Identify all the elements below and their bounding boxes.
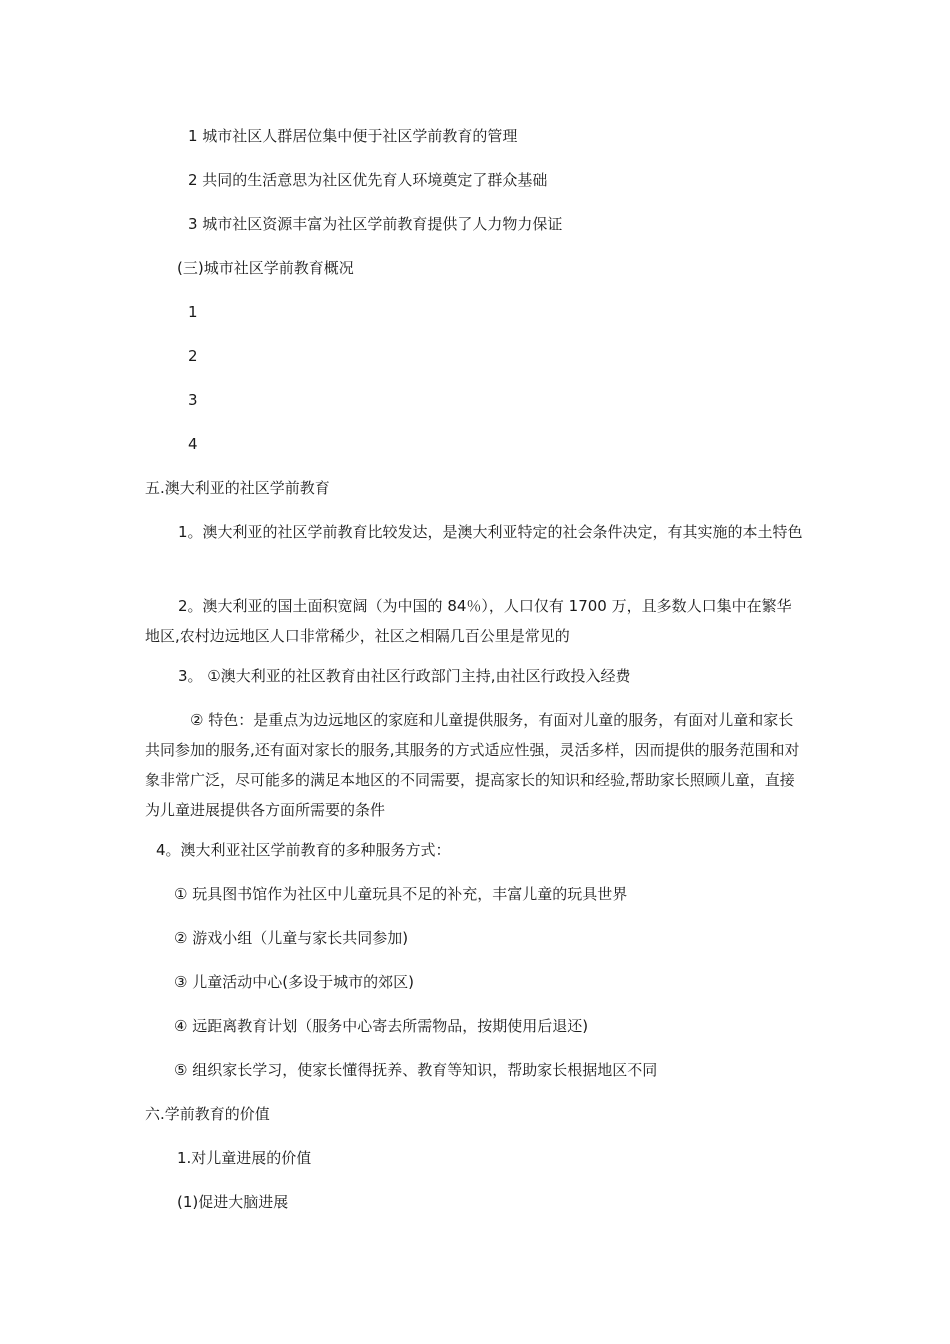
paragraph: ② 特色：是重点为边远地区的家庭和儿童提供服务，有面对儿童的服务，有面对儿童和家长共同参加的服务,还有面对家长的服务,其服务的方式适应性强，灵活多样，因而提供的服务范围和对象非常广泛，尽可能多的满足本地区的不同需要，提高家长的知识和经验,帮助家长照顾儿童，直接为儿童进展提供各方面所需要的条件 xyxy=(145,711,800,819)
list-item: ② 游戏小组（儿童与家长共同参加) xyxy=(174,929,409,947)
section-heading: 六.学前教育的价值 xyxy=(145,1105,270,1123)
paragraph: 4。澳大利亚社区学前教育的多种服务方式： xyxy=(156,841,451,859)
subheading: 1.对儿童进展的价值 xyxy=(177,1149,312,1167)
section-heading: (三)城市社区学前教育概况 xyxy=(177,259,354,277)
list-number: 2 xyxy=(188,347,198,365)
paragraph: 3。 ①澳大利亚的社区教育由社区行政部门主持,由社区行政投入经费 xyxy=(178,667,631,685)
list-item: ① 玩具图书馆作为社区中儿童玩具不足的补充，丰富儿童的玩具世界 xyxy=(174,885,628,903)
list-item: ④ 远距离教育计划（服务中心寄去所需物品，按期使用后退还) xyxy=(174,1017,589,1035)
list-number: 4 xyxy=(188,435,198,453)
list-item: 2 共同的生活意思为社区优先育人环境奠定了群众基础 xyxy=(188,171,548,189)
list-number: 1 xyxy=(188,303,198,321)
section-heading: 五.澳大利亚的社区学前教育 xyxy=(145,479,330,497)
list-item: ⑤ 组织家长学习，使家长懂得抚养、教育等知识，帮助家长根据地区不同 xyxy=(174,1061,658,1079)
subheading: (1)促进大脑进展 xyxy=(177,1193,289,1211)
list-number: 3 xyxy=(188,391,198,409)
list-item: 3 城市社区资源丰富为社区学前教育提供了人力物力保证 xyxy=(188,215,563,233)
list-item: ③ 儿童活动中心(多设于城市的郊区) xyxy=(174,973,414,991)
list-item: 1 城市社区人群居位集中便于社区学前教育的管理 xyxy=(188,127,518,145)
paragraph: 1。澳大利亚的社区学前教育比较发达，是澳大利亚特定的社会条件决定，有其实施的本土特色 xyxy=(178,523,803,541)
paragraph: 2。澳大利亚的国土面积宽阔（为中国的 84％），人口仅有 1700 万，且多数人口集中在繁华地区,农村边远地区人口非常稀少，社区之相隔几百公里是常见的 xyxy=(145,597,792,645)
